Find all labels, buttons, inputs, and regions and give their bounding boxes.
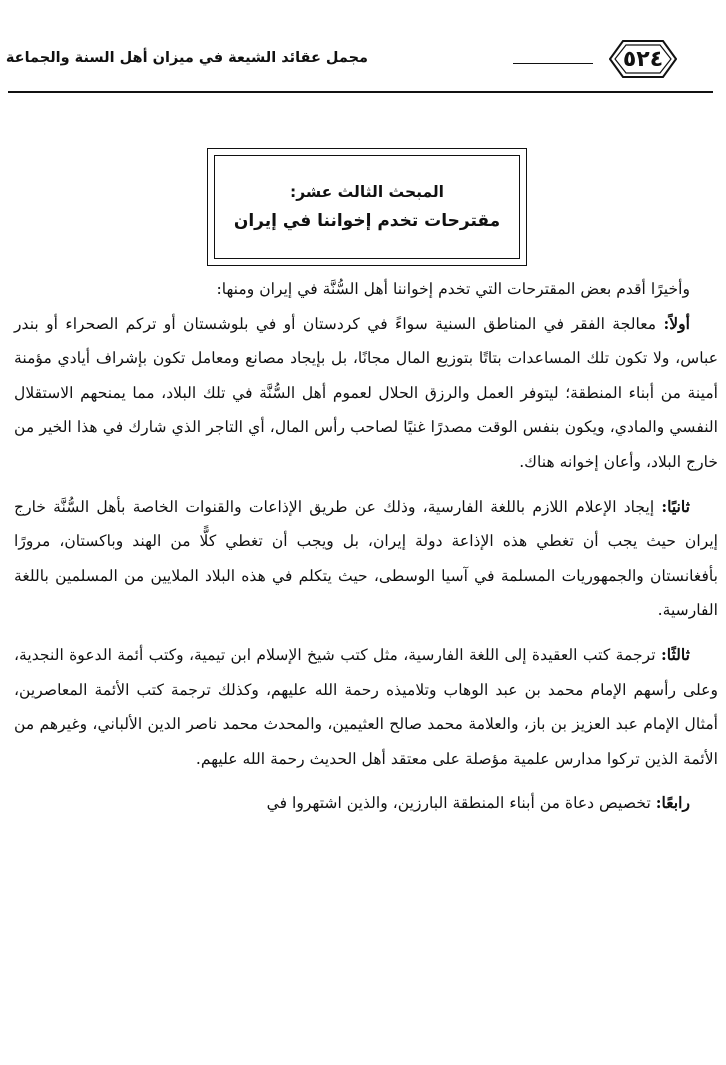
page-number: ٥٢٤ [622,46,664,72]
item-lead-1: أولاً: [663,313,690,333]
item-text-1: معالجة الفقر في المناطق السنية سواءً في كردستان أو في بلوشستان أو تركم الصحراء أو بندر عباس، ولا تكون تلك المساعدات بتاتًا بتوزيع المال مجانًا، بل بإيجاد مصانع ومعامل تكون بإشراف أيادي مؤمنة أمينة من أبناء المنطقة؛ ليتوفر العمل والرزق الحلال لعموم أهل السُّنَّة في تلك البلاد، مما يمنحهم الاستقلال النفسي والمادي، ويكون بنفس الوقت مصدرًا غنيًا لصاحب رأس المال، أي التاجر الذي شارك في هذا الخير من خارج البلاد، وأعان إخوانه هناك. [14,314,718,471]
item-text-2: إيجاد الإعلام اللازم باللغة الفارسية، وذلك عن طريق الإذاعات والقنوات الخاصة بأهل السُّنَّة خارج إيران حيث يجب أن تغطي هذه الإذاعة دولة إيران، بل ويجب أن تغطي كلًّا من الهند وباكستان، مرورًا بأفغانستان والجمهوريات المسلمة في آسيا الوسطى، حيث يتكلم في هذه البلاد الملايين من المسلمين باللغة الفارسية. [14,497,718,620]
header-rule [8,91,713,93]
intro-paragraph: وأخيرًا أقدم بعض المقترحات التي تخدم إخواننا أهل السُّنَّة في إيران ومنها: [216,280,690,298]
header-dash-rule [513,63,593,64]
item-text-3: ترجمة كتب العقيدة إلى اللغة الفارسية، مثل كتب شيخ الإسلام ابن تيمية، وكتب أئمة الدعوة النجدية، وعلى رأسهم الإمام محمد بن عبد الوهاب وتلاميذه رحمة الله عليهم، وكذلك ترجمة كتب الأئمة المعاصرين، أمثال الإمام عبد العزيز بن باز، والعلامة محمد صالح العثيمين، والمحدث محمد ناصر الدين الألباني، وغيرهم من الأئمة الذين تركوا مدارس علمية مؤصلة على معتقد أهل الحديث رحمة الله عليهم. [14,645,718,768]
section-heading-box [207,148,527,266]
paragraph-item-2 [14,490,718,628]
section-title: مقترحات تخدم إخواننا في إيران [233,211,501,231]
paragraph-item-4 [14,786,718,821]
running-title: مجمل عقائد الشيعة في ميزان أهل السنة والجماعة [5,50,368,66]
running-header [5,30,713,90]
page-number-badge [609,40,677,78]
section-heading-inner [214,155,520,259]
item-lead-4: رابعًا: [655,793,690,813]
item-lead-2: ثانيًا: [661,496,690,516]
section-label: المبحث الثالث عشر: [290,183,444,201]
paragraph-item-1 [14,307,718,480]
body-text [14,272,718,831]
paragraph-item-3 [14,638,718,776]
item-text-4: تخصيص دعاة من أبناء المنطقة البارزين، والذين اشتهروا في [266,794,656,813]
item-lead-3: ثالثًا: [660,644,690,664]
